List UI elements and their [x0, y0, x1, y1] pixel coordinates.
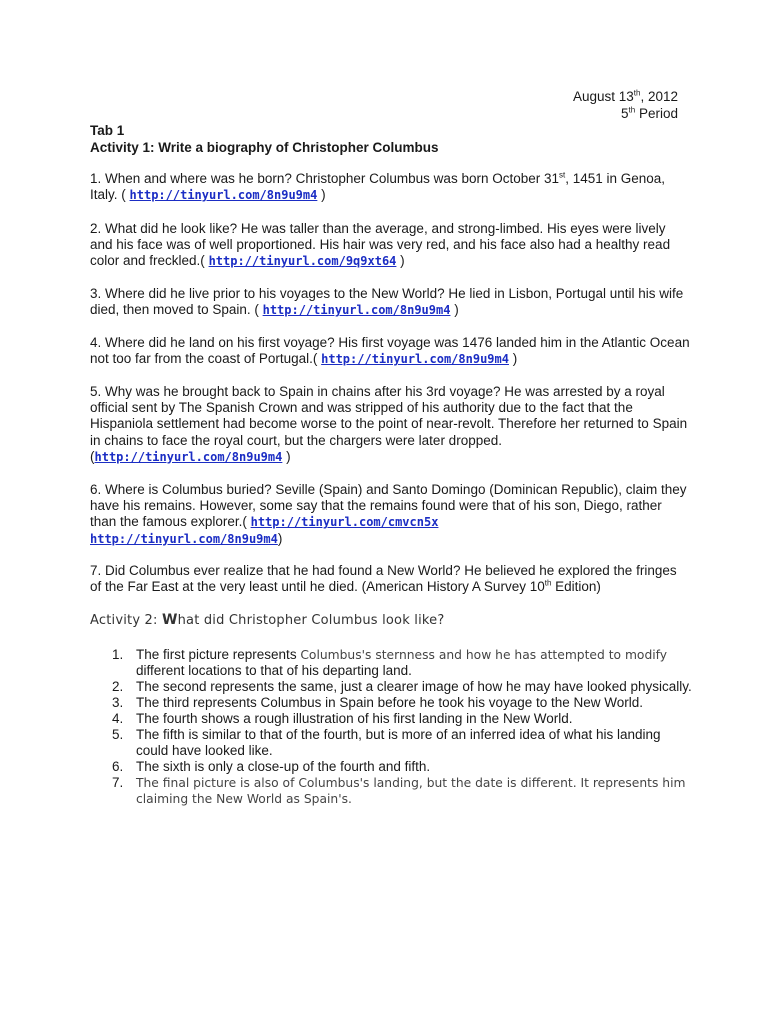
- question-4: 4. Where did he land on his first voyage? His first voyage was 1476 landed him in the Atlantic Ocean not too far from the coast of Portugal.( http://tinyurl.com/8n9u9m4 ): [90, 335, 690, 367]
- header-block: [573, 88, 678, 122]
- list-item: 4. The fourth shows a rough illustration of his first landing in the New World.: [112, 711, 573, 726]
- source-link[interactable]: http://tinyurl.com/8n9u9m4: [90, 531, 278, 546]
- source-link[interactable]: http://tinyurl.com/8n9u9m4: [129, 188, 318, 203]
- question-3: 3. Where did he live prior to his voyages to the New World? He lied in Lisbon, Portugal until his wife died, then moved to Spain. ( http://tinyurl.com/8n9u9m4 ): [90, 286, 684, 318]
- list-item: 5. The fifth is similar to that of the fourth, but is more of an inferred idea of what his landing could have looked like.: [112, 727, 661, 758]
- activity2-title: Activity 2: What did Christopher Columbus look like?: [90, 612, 445, 628]
- list-item: 6. The sixth is only a close-up of the fourth and fifth.: [112, 759, 431, 774]
- picture-list: [112, 647, 692, 807]
- question-7: 7. Did Columbus ever realize that he had found a New World? He believed he explored the fringes of the Far East at the very least until he died. (American History A Survey 10th Edition): [90, 563, 677, 595]
- source-link[interactable]: http://tinyurl.com/cmvcn5x: [250, 515, 439, 530]
- list-item: 3. The third represents Columbus in Spain before he took his voyage to the New World.: [112, 695, 644, 710]
- source-link[interactable]: http://tinyurl.com/8n9u9m4: [94, 449, 283, 464]
- activity1-title: Activity 1: Write a biography of Christopher Columbus: [90, 140, 439, 155]
- period-line: 5th Period: [621, 105, 678, 121]
- question-5: 5. Why was he brought back to Spain in chains after his 3rd voyage? He was arrested by a royal official sent by The Spanish Crown and was stripped of his authority due to the fact that the Hispaniola settlement had become worse to the point of near-revolt. Therefore her returned to Spain in chains to face the royal court, but the chargers were later dropped. (http://tinyurl.com/8n9u9m4 ): [90, 384, 688, 464]
- source-link[interactable]: http://tinyurl.com/9q9xt64: [208, 254, 397, 269]
- question-1: 1. When and where was he born? Christopher Columbus was born October 31st, 1451 in Genoa, Italy. ( http://tinyurl.com/8n9u9m4 ): [90, 170, 666, 203]
- source-link[interactable]: http://tinyurl.com/8n9u9m4: [321, 352, 509, 367]
- date-line: August 13th, 2012: [572, 88, 678, 104]
- list-item: 1. The first picture represents Columbus's sternness and how he has attempted to modify different locations to that of his departing land.: [112, 647, 668, 678]
- list-item: 2. The second represents the same, just a clearer image of how he may have looked physically.: [112, 679, 692, 694]
- list-item: 7. The final picture is also of Columbus's landing, but the date is different. It represents him claiming the New World as Spain's.: [112, 775, 686, 806]
- question-2: 2. What did he look like? He was taller than the average, and strong-limbed. His eyes were lively and his face was of well proportioned. His hair was very red, and his face also had a healthy read color and freckled.( http://tinyurl.com/9q9xt64 ): [90, 221, 671, 269]
- question-6: 6. Where is Columbus buried? Seville (Spain) and Santo Domingo (Dominican Republic), claim they have his remains. However, some say that the remains found were that of his son, Diego, rather than the famous explorer.( http://tinyurl.com/cmvcn5x http://tinyurl.com/8n9u9m4): [90, 482, 687, 546]
- tab-label: Tab 1: [90, 123, 125, 138]
- source-link[interactable]: http://tinyurl.com/8n9u9m4: [262, 303, 451, 318]
